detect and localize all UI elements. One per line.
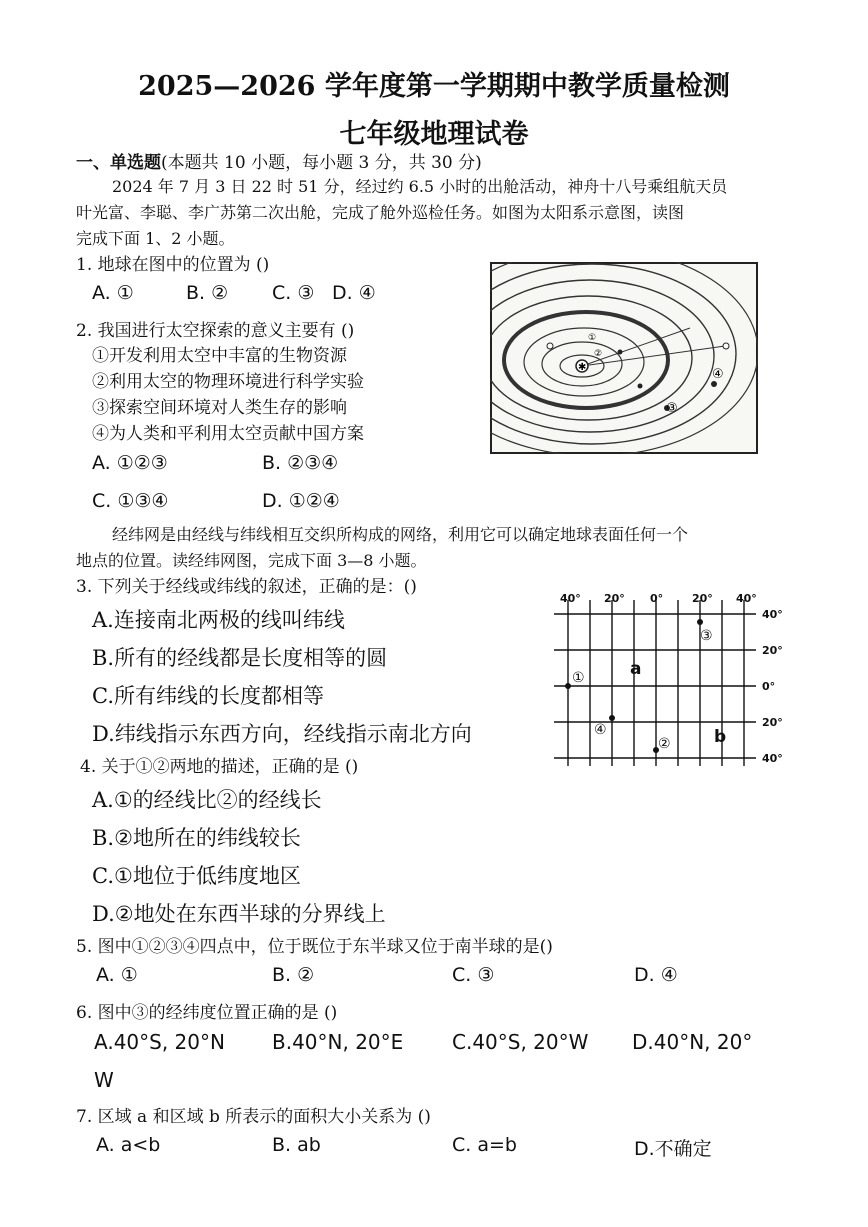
q2-option-a[interactable]: A. ①②③ bbox=[92, 452, 168, 474]
q6-option-b[interactable]: B.40°N, 20°E bbox=[272, 1030, 404, 1054]
page-title: 2025—2026 学年度第一学期期中教学质量检测 bbox=[138, 71, 730, 102]
q7-option-c[interactable]: C. a=b bbox=[452, 1134, 517, 1156]
solar-label-1: ① bbox=[588, 333, 597, 343]
q3-option-b[interactable]: B.所有的经线都是长度相等的圆 bbox=[92, 646, 388, 670]
grid-point-1-dot bbox=[565, 683, 571, 689]
latlong-grid-figure bbox=[550, 588, 790, 768]
q4-option-d[interactable]: D.②地处在东西半球的分界线上 bbox=[92, 902, 386, 926]
grid-region-a: a bbox=[630, 659, 642, 679]
q5-option-b[interactable]: B. ② bbox=[272, 964, 315, 986]
q7-option-a[interactable]: A. a<b bbox=[96, 1134, 161, 1156]
q1-option-a[interactable]: A. ① bbox=[92, 282, 134, 304]
grid-top-label-3: 0° bbox=[650, 592, 664, 605]
q1-stem: 1. 地球在图中的位置为 () bbox=[76, 255, 270, 275]
grid-right-label-3: 0° bbox=[762, 680, 776, 693]
q6-option-a[interactable]: A.40°S, 20°N bbox=[94, 1030, 225, 1054]
q6-option-d[interactable]: D.40°N, 20° bbox=[632, 1030, 753, 1054]
page-subtitle: 七年级地理试卷 bbox=[339, 119, 529, 150]
grid-right-label-5: 40° bbox=[762, 752, 783, 765]
q4-option-a[interactable]: A.①的经线比②的经线长 bbox=[92, 788, 322, 812]
q6-option-d-continued[interactable]: W bbox=[94, 1068, 114, 1092]
grid-top-label-1: 40° bbox=[560, 592, 581, 605]
grid-right-label-2: 20° bbox=[762, 644, 783, 657]
q4-option-c[interactable]: C.①地位于低纬度地区 bbox=[92, 864, 301, 888]
q1-option-d[interactable]: D. ④ bbox=[332, 282, 376, 304]
q2-option-c[interactable]: C. ①③④ bbox=[92, 490, 169, 512]
q5-stem: 5. 图中①②③④四点中，位于既位于东半球又位于南半球的是() bbox=[76, 937, 553, 957]
grid-right-label-4: 20° bbox=[762, 716, 783, 729]
q3-option-d[interactable]: D.纬线指示东西方向，经线指示南北方向 bbox=[92, 722, 472, 746]
grid-point-3-label: ③ bbox=[700, 628, 713, 644]
q6-stem: 6. 图中③的经纬度位置正确的是 () bbox=[76, 1003, 338, 1023]
passage1-line2: 叶光富、李聪、李广苏第二次出舱，完成了舱外巡检任务。如图为太阳系示意图，读图 bbox=[76, 203, 685, 222]
q2-option-b[interactable]: B. ②③④ bbox=[262, 452, 339, 474]
q2-item-4: ④为人类和平利用太空贡献中国方案 bbox=[92, 424, 364, 444]
grid-top-label-2: 20° bbox=[604, 592, 625, 605]
section-note: (本题共 10 小题，每小题 3 分，共 30 分) bbox=[161, 153, 482, 173]
grid-point-3-dot bbox=[697, 619, 703, 625]
solar-label-4: ④ bbox=[712, 367, 724, 382]
q7-option-b[interactable]: B. ab bbox=[272, 1134, 321, 1156]
grid-point-4-dot bbox=[609, 715, 615, 721]
q4-option-b[interactable]: B.②地所在的纬线较长 bbox=[92, 826, 301, 850]
q4-stem: 4. 关于①②两地的描述，正确的是 () bbox=[80, 757, 359, 777]
solar-system-figure bbox=[490, 262, 758, 454]
passage2-line2: 地点的位置。读经纬网图，完成下面 3—8 小题。 bbox=[76, 551, 427, 570]
q3-option-a[interactable]: A.连接南北两极的线叫纬线 bbox=[92, 608, 345, 632]
q5-option-d[interactable]: D. ④ bbox=[634, 964, 678, 986]
q3-stem: 3. 下列关于经线或纬线的叙述，正确的是：() bbox=[76, 577, 417, 597]
q7-stem: 7. 区域 a 和区域 b 所表示的面积大小关系为 () bbox=[76, 1107, 431, 1127]
grid-top-label-4: 20° bbox=[692, 592, 713, 605]
passage1-line3: 完成下面 1、2 小题。 bbox=[76, 229, 235, 248]
q2-item-2: ②利用太空的物理环境进行科学实验 bbox=[92, 372, 364, 392]
passage1-line1: 2024 年 7 月 3 日 22 时 51 分，经过约 6.5 小时的出舱活动，神舟十八号乘组航天员 bbox=[112, 177, 728, 196]
grid-point-2-label: ② bbox=[658, 736, 671, 752]
grid-point-4-label: ④ bbox=[594, 722, 607, 738]
q5-option-c[interactable]: C. ③ bbox=[452, 964, 495, 986]
solar-label-2: ② bbox=[594, 349, 603, 359]
q2-stem: 2. 我国进行太空探索的意义主要有 () bbox=[76, 321, 355, 341]
grid-region-b: b bbox=[714, 727, 727, 747]
q6-option-c[interactable]: C.40°S, 20°W bbox=[452, 1030, 589, 1054]
q5-option-a[interactable]: A. ① bbox=[96, 964, 138, 986]
q2-option-d[interactable]: D. ①②④ bbox=[262, 490, 340, 512]
section-label: 一、单选题 bbox=[76, 153, 161, 173]
q7-option-d[interactable]: D.不确定 bbox=[634, 1138, 712, 1160]
q2-item-3: ③探索空间环境对人类生存的影响 bbox=[92, 398, 347, 418]
grid-point-1-label: ① bbox=[572, 670, 585, 686]
section-heading bbox=[76, 148, 482, 173]
q1-option-c[interactable]: C. ③ bbox=[272, 282, 315, 304]
svg-text:✱: ✱ bbox=[578, 362, 587, 373]
q3-option-c[interactable]: C.所有纬线的长度都相等 bbox=[92, 684, 324, 708]
q1-option-b[interactable]: B. ② bbox=[186, 282, 229, 304]
grid-top-label-5: 40° bbox=[736, 592, 757, 605]
q2-item-1: ①开发利用太空中丰富的生物资源 bbox=[92, 346, 347, 366]
passage2-line1: 经纬网是由经线与纬线相互交织所构成的网络，利用它可以确定地球表面任何一个 bbox=[112, 525, 689, 544]
solar-label-3: ③ bbox=[666, 401, 678, 416]
grid-right-label-1: 40° bbox=[762, 608, 783, 621]
